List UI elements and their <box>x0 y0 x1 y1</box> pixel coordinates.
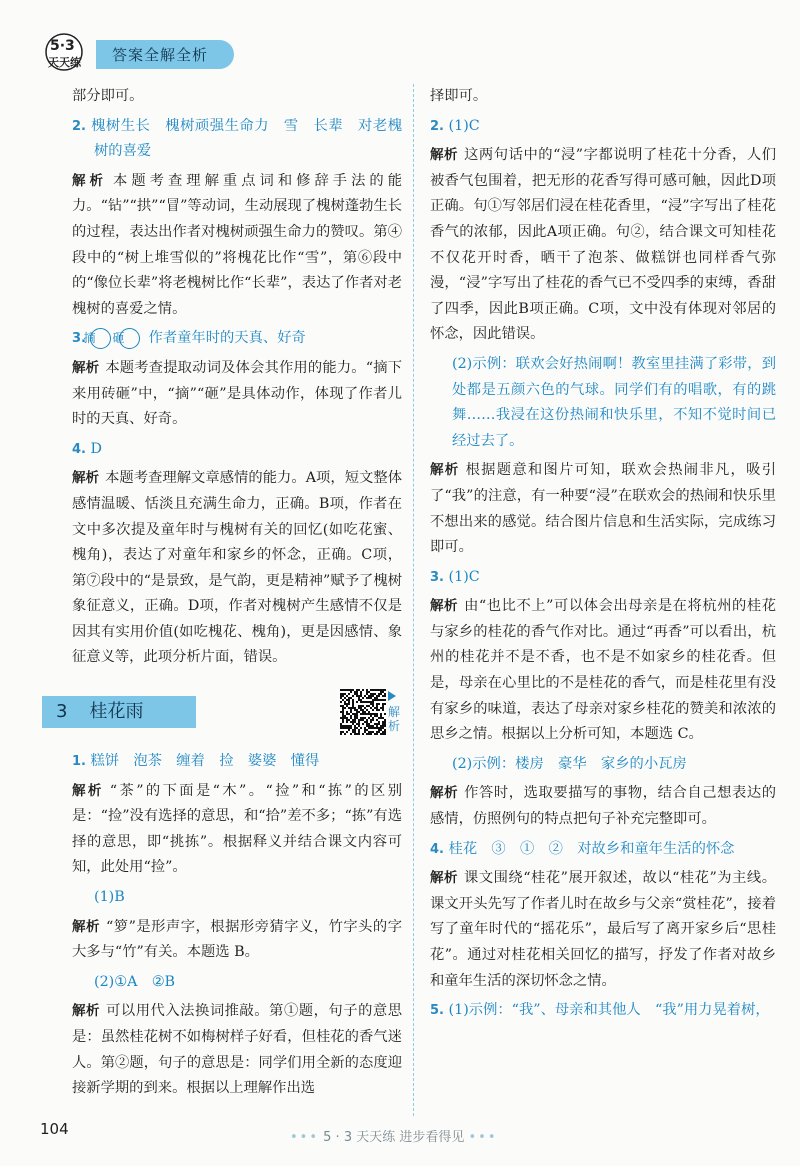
sub-answer: (2)示例：联欢会好热闹啊！教室里挂满了彩带，到处都是五颜六色的气球。同学们有的唱歌，有的跳舞……我浸在这份热闹和快乐里，不知不觉时间已经过去了。 <box>452 355 776 449</box>
analysis-tag: 解析 <box>430 147 459 164</box>
analysis-tag: 解析 <box>430 870 459 887</box>
footer-slogan <box>290 1126 498 1145</box>
svg-text:天天练: 天天练 <box>48 56 81 69</box>
analysis-text: “箩”是形声字，根据形旁猜字义，竹字头的字大多与“竹”有关。本题选 B。 <box>72 918 402 961</box>
analysis-tag: 解析 <box>72 359 100 376</box>
analysis-text: 这两句话中的“浸”字都说明了桂花十分香，人们被香气包围着，把无形的花香写得可感可触，因此D项正确。句①写邻居们浸在桂花香里，“浸”字写出了桂花香气的浓郁，因此A项正确。句②，结合课文可知桂花不仅花开时香，晒干了泡茶、做糕饼也同样香气弥漫，“浸”字写出了桂花的香气已不受四季的束缚，香甜了四季，因此B项正确。C项，文中没有体现对邻居的怀念，因此错误。 <box>430 147 777 343</box>
answer-line <box>72 326 402 352</box>
question-number: 2. <box>430 118 444 134</box>
answer-text: 糕饼 泡茶 缠着 捡 婆婆 懂得 <box>90 753 320 770</box>
analysis-paragraph <box>72 466 402 671</box>
page-number: 104 <box>40 1120 69 1138</box>
question-number: 2. <box>72 118 86 134</box>
qr-label-text: 解析 <box>388 705 401 734</box>
analysis-tag: 解析 <box>430 598 459 615</box>
analysis-paragraph <box>430 594 776 748</box>
analysis-paragraph <box>430 143 776 348</box>
question-number: 5. <box>430 1003 444 1019</box>
analysis-tag: 解析 <box>430 462 460 479</box>
answer-line <box>72 749 402 775</box>
answer-line <box>430 998 776 1024</box>
analysis-text: 作答时，选取要描写的事物，结合自己想表达的感情，仿照例句的特点把句子补充完整即可。 <box>430 785 777 828</box>
qr-block <box>340 689 402 735</box>
footer-slogan-text: 5 · 3 天天练 进步看得见 <box>323 1130 465 1145</box>
analysis-paragraph <box>72 915 402 966</box>
brand-logo <box>40 30 92 74</box>
answer-line <box>430 565 776 591</box>
answer-text: (1)C <box>448 117 480 134</box>
answer-text: D <box>90 440 102 457</box>
analysis-paragraph <box>72 779 402 881</box>
analysis-tag: 解析 <box>72 172 108 189</box>
question-number: 3. <box>430 569 444 585</box>
lesson-number: 3 <box>56 701 68 723</box>
analysis-paragraph <box>72 169 402 323</box>
circled-word: 砸 <box>119 328 140 349</box>
analysis-paragraph <box>430 458 776 560</box>
analysis-paragraph <box>430 781 776 832</box>
footer-dots-right: ••• <box>468 1130 498 1145</box>
answer-line <box>72 437 402 463</box>
answer-line <box>430 837 776 863</box>
analysis-text: 由“也比不上”可以体会出母亲是在将杭州的桂花与家乡的桂花的香气作对比。通过“再香”可以看出，杭州的桂花并不是不香，也不是不如家乡的桂花香。但是，母亲在心里比的不是桂花的香气，而是桂花里有没有家乡的味道，表达了母亲对家乡桂花的赞美和浓浓的思乡之情。根据以上分析可知，本题选 C。 <box>430 598 777 743</box>
paragraph: 择即可。 <box>430 88 488 104</box>
circled-word: 摘 <box>90 328 111 349</box>
section-banner: 答案全解全析 <box>96 40 234 69</box>
right-column <box>430 84 776 1028</box>
answer-line <box>430 114 776 140</box>
svg-text:5·3: 5·3 <box>50 38 75 54</box>
lesson-title: 桂花雨 <box>89 701 144 723</box>
sub-answer: (2)示例：楼房 豪华 家乡的小瓦房 <box>452 755 687 772</box>
analysis-text: “茶”的下面是“木”。“捡”和“拣”的区别是：“捡”没有选择的意思，和“拾”差不多；“拣”有选择的意思，即“挑拣”。根据释义并结合课文内容可知，此处用“捡”。 <box>72 782 402 876</box>
question-number: 4. <box>430 841 444 857</box>
question-number: 1. <box>72 754 86 770</box>
analysis-paragraph <box>72 356 402 433</box>
left-column <box>56 84 403 1106</box>
qr-label <box>388 691 402 733</box>
answer-text: 桂花 ③ ① ② 对故乡和童年生活的怀念 <box>448 840 735 857</box>
analysis-tag: 解析 <box>72 918 100 935</box>
question-number: 4. <box>72 441 86 457</box>
answer-text: (1)C <box>448 568 480 585</box>
lesson-heading <box>42 689 402 735</box>
analysis-text: 本题考查理解文章感情的能力。A项，短文整体感情温暖、恬淡且充满生命力，正确。B项，作者在文中多次提及童年时与槐树有关的回忆(如吃花蜜、槐角)，表达了对童年和家乡的怀念，正确。C项，第⑦段中的“是景致，是气韵，更是精神”赋予了槐树象征意义，正确。D项，作者对槐树产生感情不仅是因其有实用价值(如吃槐花、槐角)，更是因感情、象征意义等，此项分析片面，错误。 <box>72 470 403 666</box>
analysis-tag: 解析 <box>430 785 459 802</box>
lesson-title-box <box>42 696 196 728</box>
paragraph: 部分即可。 <box>72 88 144 104</box>
analysis-tag: 解析 <box>72 782 104 799</box>
analysis-paragraph <box>72 999 402 1101</box>
analysis-text: 课文围绕“桂花”展开叙述，故以“桂花”为主线。课文开头先写了作者儿时在故乡与父亲“赏桂花”，接着写了童年时代的“摇花乐”，最后写了离开家乡后“思桂花”。通过对桂花相关回忆的描写，抒发了作者对故乡和童年生活的深切怀念之情。 <box>430 870 777 989</box>
analysis-tag: 解析 <box>72 470 100 487</box>
analysis-text: 本题考查提取动词及体会其作用的能力。“摘下来用砖砸”中，“摘”“砸”是具体动作，体现了作者儿时的天真、好奇。 <box>72 359 402 428</box>
sub-answer: (2)①A ②B <box>94 973 176 990</box>
qr-code-icon[interactable] <box>340 689 386 735</box>
play-icon <box>388 691 396 701</box>
analysis-text: 可以用代入法换词推敲。第①题，句子的意思是：虽然桂花树不如梅树样子好看，但桂花的香气迷人。第②题，句子的意思是：同学们用全新的态度迎接新学期的到来。根据以上理解作出选 <box>72 1003 403 1097</box>
analysis-tag: 解析 <box>72 1003 101 1020</box>
analysis-paragraph <box>430 866 776 994</box>
column-divider <box>413 84 414 1116</box>
analysis-text: 根据题意和图片可知，联欢会热闹非凡，吸引了“我”的注意，有一种要“浸”在联欢会的热闹和快乐里不想出来的感觉。结合图片信息和生活实际，完成练习即可。 <box>430 462 776 556</box>
question-number: 3. <box>72 331 86 347</box>
answer-text: 槐树生长 槐树顽强生命力 雪 长辈 对老槐树的喜爱 <box>91 117 403 160</box>
answer-line <box>72 114 402 165</box>
footer-dots-left: ••• <box>290 1130 320 1145</box>
answer-text: (1)示例：“我”、母亲和其他人 “我”用力晃着树， <box>448 1002 770 1019</box>
sub-answer: (1)B <box>94 889 125 906</box>
answer-text: 作者童年时的天真、好奇 <box>148 330 306 347</box>
analysis-text: 本题考查理解重点词和修辞手法的能力。“钻”“拱”“冒”等动词，生动展现了槐树蓬勃生长的过程，表达出作者对槐树顽强生命力的赞叹。第④段中的“树上堆雪似的”将槐花比作“雪”，第⑥段中的“像位长辈”将老槐树比作“长辈”，表达了作者对老槐树的喜爱之情。 <box>72 172 403 317</box>
